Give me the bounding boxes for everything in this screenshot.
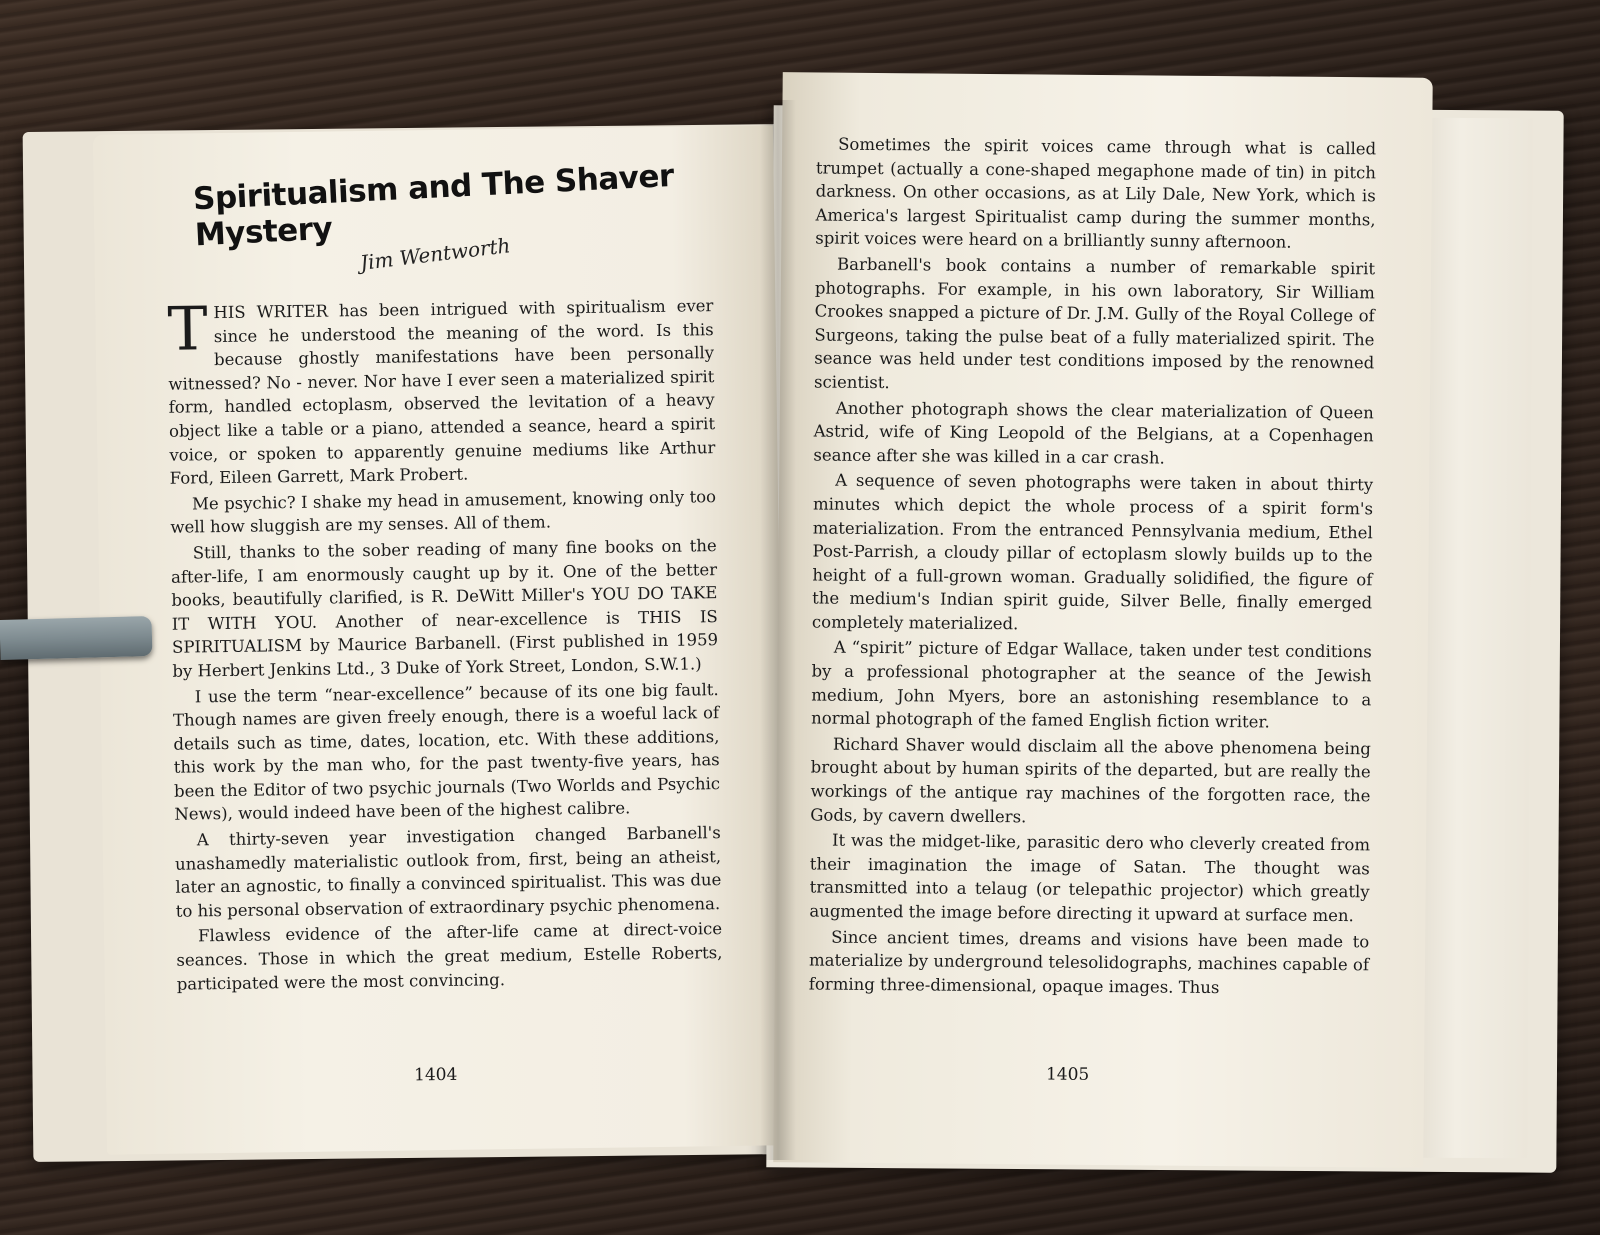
paragraph: I use the term “near-excellence” because of its one big fault. Though names are given freely enough, there is a woeful lack of details such as time, dates, location, etc. With these additions, this work by the man who, for the past twenty-five years, has been the Editor of two psychic journals (Two Worlds and Psychic News), would indeed have been of the highest calibre. xyxy=(172,679,721,825)
paragraph: Another photograph shows the clear materialization of Queen Astrid, wife of King Leopold of the Belgians, at a Copenhagen seance after she was killed in a car crash. xyxy=(813,398,1374,468)
paragraph: A thirty-seven year investigation changed Barbanell's unashamedly materialistic outlook from, first, being an atheist, later an agnostic, to finally a convinced spiritualist. This was due to his personal observation of extraordinary psychic phenomena. xyxy=(174,823,722,921)
right-page xyxy=(773,72,1432,1168)
paragraph: Flawless evidence of the after-life came at direct-voice seances. Those in which the great medium, Estelle Roberts, participated were the most convincing. xyxy=(176,919,723,994)
paragraph: Richard Shaver would disclaim all the above phenomena being brought about by human spirits of the departed, but are really the workings of the antique ray machines of the forgotten race, the Gods, by cavern dwellers. xyxy=(810,734,1371,826)
paragraph: Since ancient times, dreams and visions have been made to materialize by underground telesolidographs, machines capable of forming three-dimensional, opaque images. Thus xyxy=(808,927,1370,997)
paragraph: Sometimes the spirit voices came through what is called trumpet (actually a cone-shaped megaphone made of tin) in pitch darkness. On other occasions, as at Lily Dale, New York, which is America's largest Spiritualist camp during the summer months, spirit voices were heard on a brilliantly sunny afternoon. xyxy=(815,134,1377,253)
left-page-text xyxy=(167,294,723,998)
paragraph: It was the midget-like, parasitic dero who cleverly created from their imagination the image of Satan. The thought was transmitted into a telaug (or telepathic projector) which greatly augmented the image before directing it upward at surface men. xyxy=(809,830,1371,926)
gutter-shadow xyxy=(760,100,796,1160)
page-number-right: 1405 xyxy=(1045,1064,1090,1085)
drop-cap: T xyxy=(167,294,209,365)
left-page xyxy=(93,125,787,1154)
right-page-text xyxy=(809,132,1377,1002)
paragraph: Still, thanks to the sober reading of many fine books on the after-life, I am enormously caught up by it. One of the better books, beautifully clarified, is R. DeWitt Miller's YOU DO TAKE IT WITH YOU. Another of near-excellence is THIS IS SPIRITUALISM by Maurice Barbanell. (First published in 1959 by Herbert Jenkins Ltd., 3 Duke of York Street, London, S.W.1.) xyxy=(170,536,719,681)
author-signature: Jim Wentworth xyxy=(358,233,512,275)
article-title: Spiritualism and The Shaver Mystery xyxy=(192,157,675,254)
paragraph: Barbanell's book contains a number of remarkable spirit photographs. For example, in his own laboratory, Sir William Crookes snapped a picture of Dr. J.M. Gully of the Royal College of Surgeons, taking the pulse beat of a fully materialized spirit. The seance was held under test conditions imposed by the renowned scientist. xyxy=(813,254,1376,393)
paragraph: Me psychic? I shake my head in amusement, knowing only too well how sluggish are my senses. All of them. xyxy=(170,486,717,538)
page-number-left: 1404 xyxy=(413,1064,458,1086)
metal-bookmark xyxy=(0,616,152,660)
paragraph: THIS WRITER has been intrigued with spiritualism ever since he understood the meaning of the word. Is this because ghostly manifestations have been personally witnessed? No - never. Nor have I ever seen a materialized spirit form, handled ectoplasm, observed the levitation of a heavy object like a table or a piano, attended a seance, heard a spirit voice, or spoken to apparently genuine mediums like Arthur Ford, Eileen Garrett, Mark Probert. xyxy=(167,294,716,488)
paragraph: A “spirit” picture of Edgar Wallace, taken under test conditions by a professional photographer at the seance of the Jewish medium, John Myers, bore an astonishing resemblance to a normal photograph of the famed English fiction writer. xyxy=(811,638,1372,732)
paragraph: A sequence of seven photographs were taken in about thirty minutes which depict the whole process of a spirit form's materialization. From the entranced Pennsylvania medium, Ethel Post-Parrish, a cloudy pillar of ectoplasm slowly builds up to the height of a full-grown woman. Gradually solidified, the figure of the medium's Indian spirit guide, Silver Belle, finally emerged completely materialized. xyxy=(811,470,1374,634)
